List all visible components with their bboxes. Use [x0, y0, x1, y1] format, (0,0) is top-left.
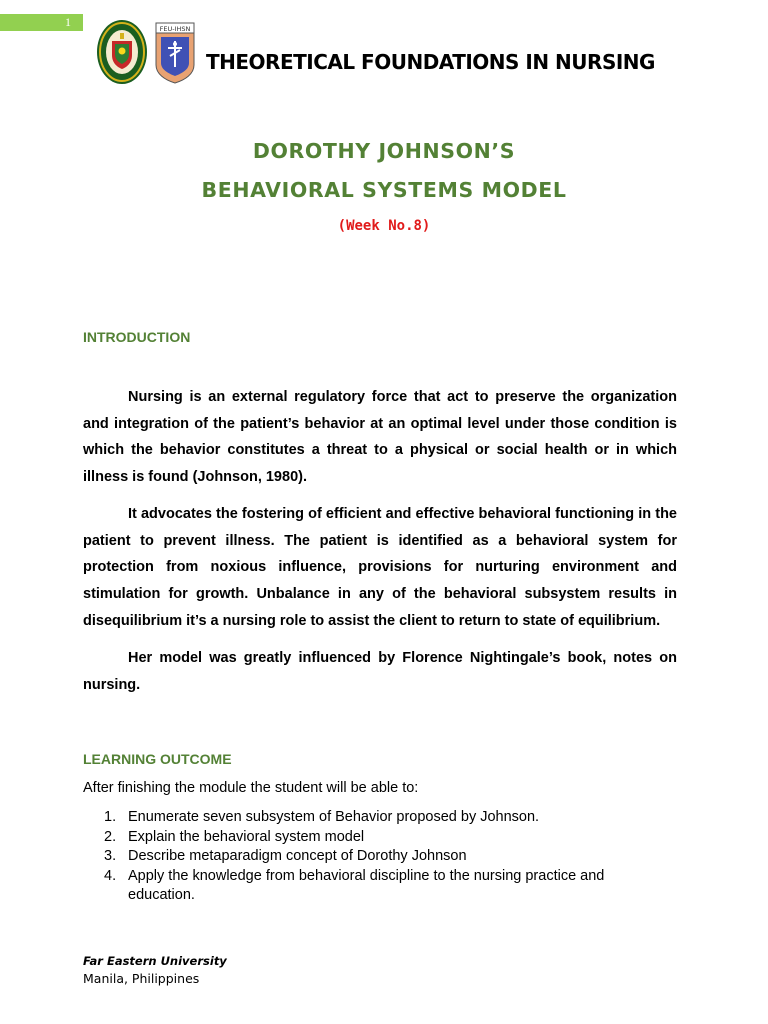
list-item-number: 1. — [104, 809, 117, 825]
list-item-number: 2. — [104, 828, 117, 845]
learning-outcome-list — [83, 808, 643, 906]
list-item-text: Describe metaparadigm concept of Dorothy Johnson — [128, 848, 467, 864]
learning-outcome-intro: After finishing the module the student will be able to: — [83, 780, 419, 796]
list-item — [83, 828, 643, 848]
intro-paragraph-3: Her model was greatly influenced by Florence Nightingale’s book, notes on nursing. — [83, 650, 677, 693]
document-title-line2: BEHAVIORAL SYSTEMS MODEL — [201, 178, 567, 202]
list-item-number: 3. — [104, 848, 117, 864]
list-item-text: Enumerate seven subsystem of Behavior proposed by Johnson. — [128, 809, 540, 825]
intro-paragraph-1: Nursing is an external regulatory force that act to preserve the organization and integration of the patient’s behavior at an optimal level under those condition is which the behavior constitutes a threat to a physical or social health or in which illness is found (Johnson, 1980). — [83, 389, 677, 486]
footer-university: Far Eastern University — [83, 954, 227, 968]
week-label: (Week No.8) — [337, 218, 431, 234]
page-number-tab: 1 — [0, 14, 83, 31]
list-item — [83, 847, 643, 867]
list-item-text: Explain the behavioral system model — [128, 828, 365, 845]
intro-paragraph-2: It advocates the fostering of efficient and effective behavioral functioning in the patient to prevent illness. The patient is identified as a behavioral system for protection from noxious influence, provisions for nurturing environment and stimulation for growth. Unbalance in any of the behavioral subsystem results in disequilibrium it’s a nursing role to assist the client to return to state of equilibrium. — [83, 506, 677, 629]
learning-outcome-heading: LEARNING OUTCOME — [83, 751, 232, 767]
list-item-number: 4. — [104, 867, 117, 884]
feu-ihsn-shield-logo — [155, 22, 195, 84]
list-item — [83, 867, 643, 906]
introduction-heading: INTRODUCTION — [83, 329, 191, 345]
feu-seal-logo — [96, 19, 148, 85]
footer-location: Manila, Philippines — [83, 971, 200, 986]
list-item-text: Apply the knowledge from behavioral discipline to the nursing practice and education. — [128, 867, 605, 903]
header-title: THEORETICAL FOUNDATIONS IN NURSING — [206, 50, 655, 74]
shield-label: FEU-IHSN — [159, 25, 191, 33]
document-title-line1: DOROTHY JOHNSON’S — [252, 139, 516, 163]
list-item — [83, 808, 643, 828]
